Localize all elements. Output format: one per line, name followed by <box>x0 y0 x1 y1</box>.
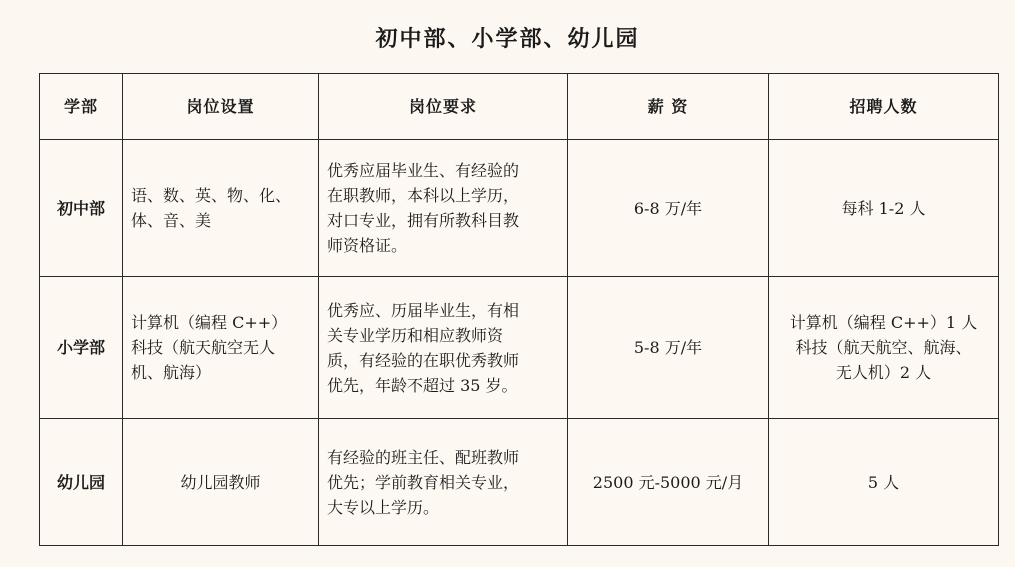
headcount-cell: 每科 1-2 人 <box>769 140 999 277</box>
table-body <box>40 140 999 546</box>
table-row <box>40 140 999 277</box>
recruitment-table <box>39 73 999 546</box>
table-header <box>40 74 999 140</box>
header-headcount: 招聘人数 <box>769 74 999 140</box>
department-cell: 初中部 <box>40 140 123 277</box>
requirements-cell: 有经验的班主任、配班教师 优先；学前教育相关专业， 大专以上学历。 <box>319 419 568 546</box>
header-row <box>40 74 999 140</box>
header-department: 学部 <box>40 74 123 140</box>
requirements-cell: 优秀应、历届毕业生，有相 关专业学历和相应教师资 质，有经验的在职优秀教师 优先，年龄不超过 35 岁。 <box>319 277 568 419</box>
table-row <box>40 277 999 419</box>
positions-cell: 计算机（编程 C++） 科技（航天航空无人 机、航海） <box>123 277 319 419</box>
header-positions: 岗位设置 <box>123 74 319 140</box>
department-cell: 幼儿园 <box>40 419 123 546</box>
header-salary: 薪 资 <box>568 74 769 140</box>
positions-cell: 幼儿园教师 <box>123 419 319 546</box>
header-requirements: 岗位要求 <box>319 74 568 140</box>
positions-cell: 语、数、英、物、化、 体、音、美 <box>123 140 319 277</box>
headcount-cell: 计算机（编程 C++）1 人 科技（航天航空、航海、 无人机）2 人 <box>769 277 999 419</box>
salary-cell: 5-8 万/年 <box>568 277 769 419</box>
salary-cell: 2500 元-5000 元/月 <box>568 419 769 546</box>
headcount-cell: 5 人 <box>769 419 999 546</box>
requirements-cell: 优秀应届毕业生、有经验的 在职教师，本科以上学历， 对口专业，拥有所教科目教 师资格证。 <box>319 140 568 277</box>
page-title: 初中部、小学部、幼儿园 <box>375 26 640 52</box>
department-cell: 小学部 <box>40 277 123 419</box>
table-row <box>40 419 999 546</box>
salary-cell: 6-8 万/年 <box>568 140 769 277</box>
